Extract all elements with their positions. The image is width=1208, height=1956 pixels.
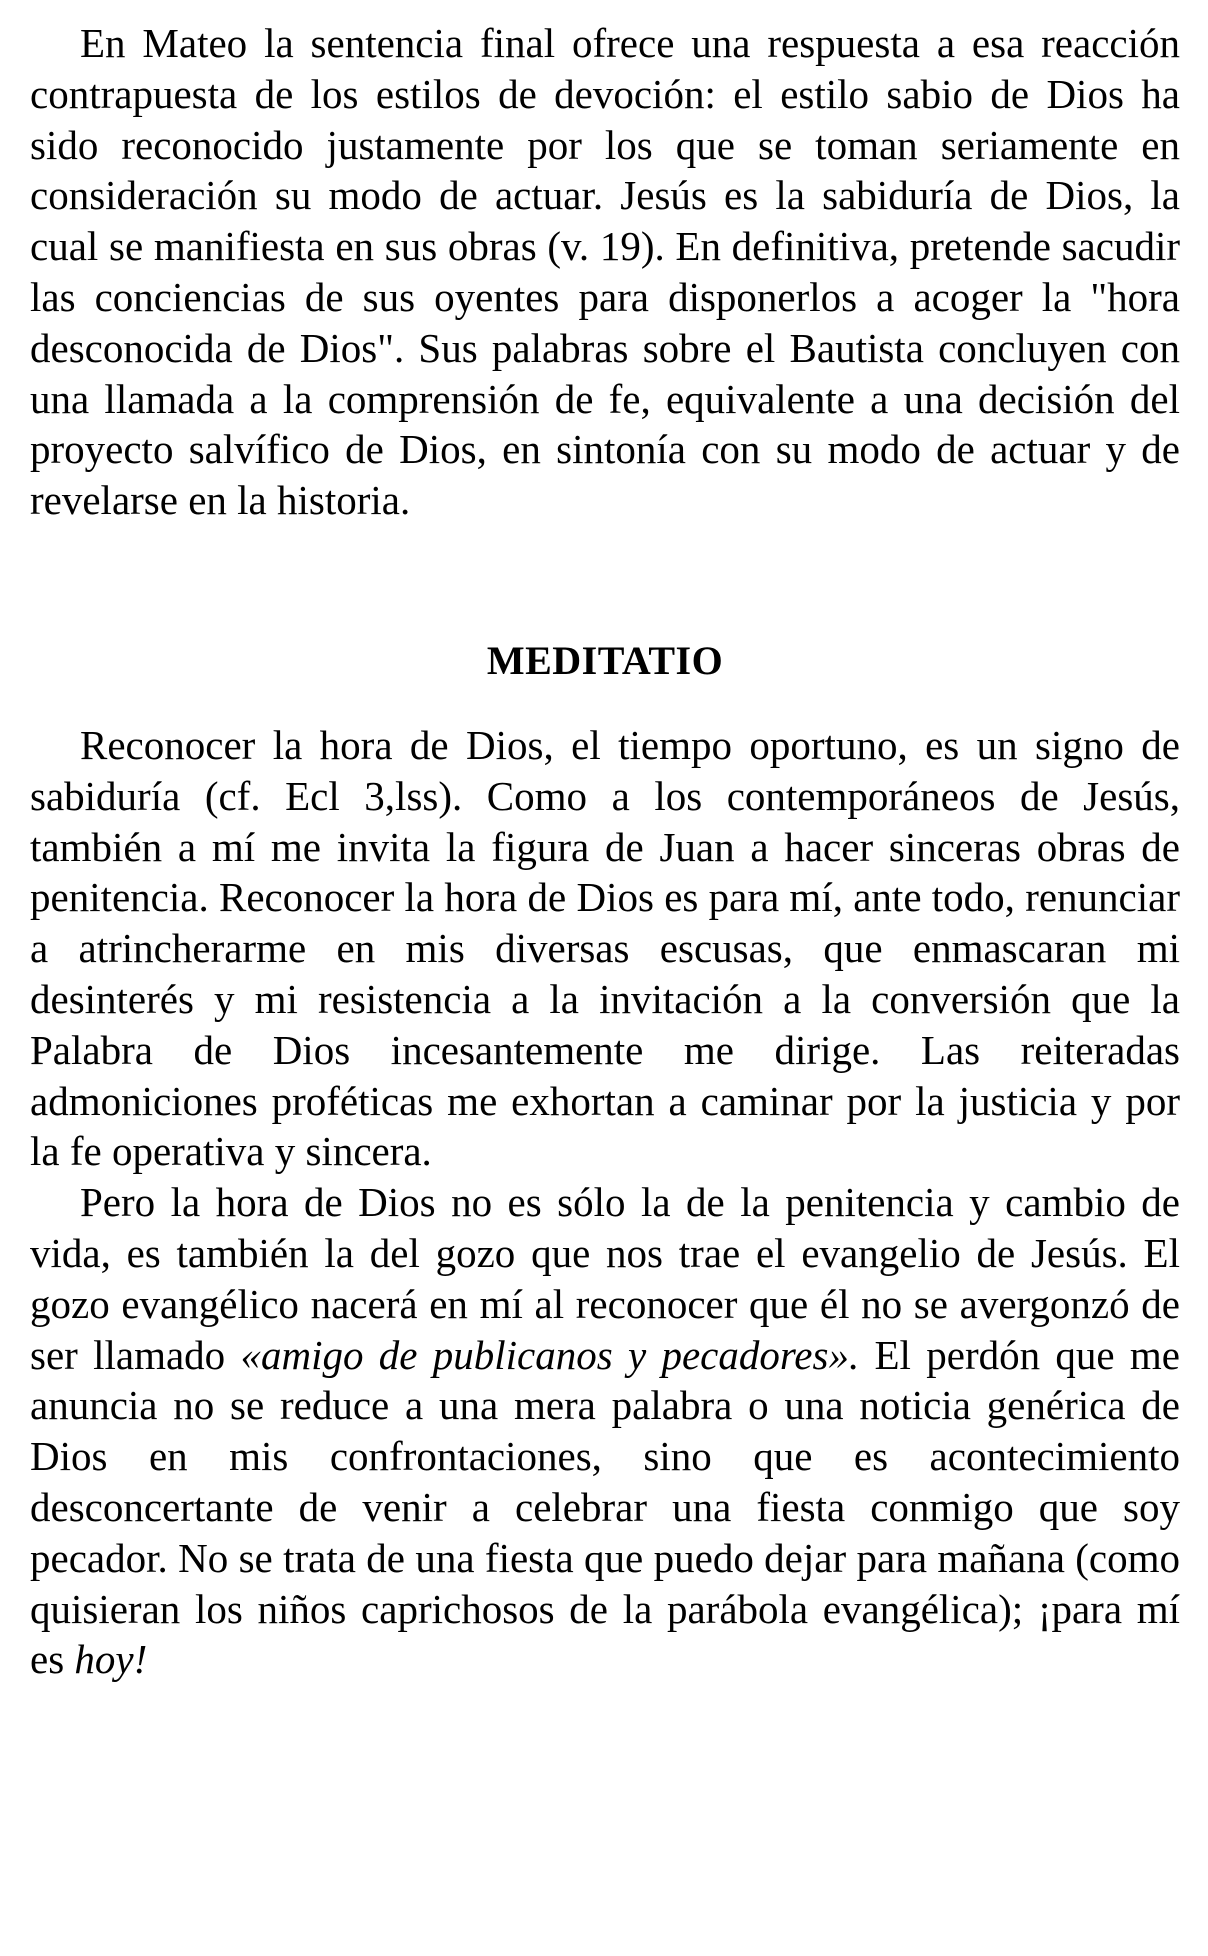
paragraph-text: El perdón que me anuncia no se reduce a una mera palabra o una noticia genérica de Dios en mis confrontaciones, sino que es acontecimiento desconcertante de venir a celebrar una fiesta conmigo que soy pecador. No se trata de una fiesta que puedo dejar para mañana (como quisieran los niños caprichosos de la parábola evangélica); ¡para mí es (30, 1331, 1180, 1683)
section-spacer (30, 526, 1180, 636)
paragraph-meditatio-2 (30, 1177, 1180, 1685)
italic-quote: «amigo de publicanos y pecadores». (240, 1331, 860, 1378)
paragraph-meditatio-1: Reconocer la hora de Dios, el tiempo oportuno, es un signo de sabiduría (cf. Ecl 3,lss). Como a los contemporáneos de Jesús, también a mí me invita la figura de Juan a hacer sinceras obras de penitencia. Reconocer la hora de Dios es para mí, ante todo, renunciar a atrincherarme en mis diversas escusas, que enmascaran mi desinterés y mi resistencia a la invitación a la conversión que la Palabra de Dios incesantemente me dirige. Las reiteradas admoniciones proféticas me exhortan a caminar por la justicia y por la fe operativa y sincera. (30, 721, 1180, 1175)
heading-spacer (30, 686, 1180, 720)
paragraph-commentary: En Mateo la sentencia final ofrece una respuesta a esa reacción contrapuesta de los estilos de devoción: el estilo sabio de Dios ha sido reconocido justamente por los que se toman seriamente en consideración su modo de actuar. Jesús es la sabiduría de Dios, la cual se manifiesta en sus obras (v. 19). En definitiva, pretende sacudir las conciencias de sus oyentes para disponerlos a acoger la "hora desconocida de Dios". Sus palabras sobre el Bautista concluyen con una llamada a la comprensión de fe, equivalente a una decisión del proyecto salvífico de Dios, en sintonía con su modo de actuar y de revelarse en la historia. (30, 20, 1180, 524)
italic-emphasis: hoy! (74, 1636, 148, 1683)
paragraph-text: Pero la hora de Dios no es sólo la de la penitencia y cambio de vida, es también la del gozo que nos trae el evangelio de Jesús. El gozo evangélico nacerá en mí al reconocer que él no se avergonzó de ser llamado (30, 1179, 1180, 1378)
section-heading: MEDITATIO (486, 637, 724, 683)
page-body (30, 18, 1180, 1685)
